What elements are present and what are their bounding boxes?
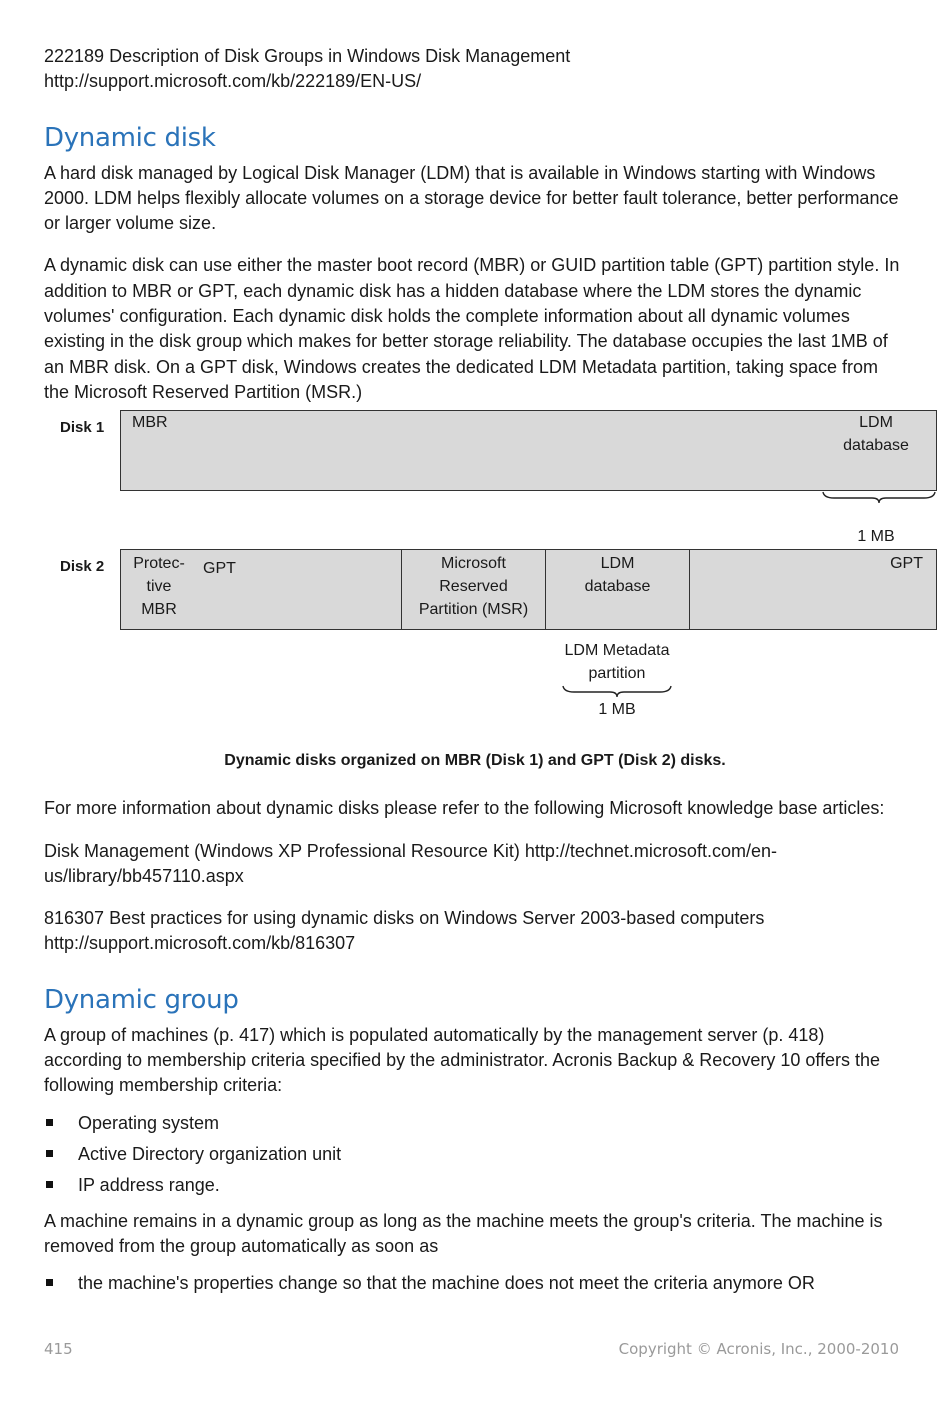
criteria-text: IP address range. [78, 1175, 220, 1196]
disk-2-size-label: 1 MB [598, 701, 636, 719]
more-info-intro: For more information about dynamic disks please refer to the following Microsoft knowledge base articles: [44, 798, 885, 819]
disk-1-mbr-label: MBR [132, 414, 168, 432]
membership-criteria-list [44, 1111, 906, 1199]
metadata-line-2: partition [588, 665, 646, 683]
dynamic-group-paragraph-1: A group of machines (p. 417) which is populated automatically by the management server (p. 418) according to membership criteria specified by the administrator. Acronis Backup & Recovery 10 offers the following membership criteria: [44, 1024, 881, 1096]
disk-2-label: Disk 2 [60, 558, 105, 576]
disk-2-protective-mbr-label [121, 552, 197, 621]
ldm-metadata-partition-label [545, 639, 689, 685]
disk-2-bar [120, 549, 937, 630]
bullet-icon [46, 1119, 53, 1126]
disk-2-gpt-cell [690, 550, 936, 629]
removal-conditions-list [44, 1271, 906, 1296]
metadata-line-1: LDM Metadata [564, 642, 670, 660]
diagram-caption: Dynamic disks organized on MBR (Disk 1) and GPT (Disk 2) disks. [224, 752, 726, 770]
reference-kb-222189-url: http://support.microsoft.com/kb/222189/EN-US/ [44, 71, 422, 92]
protective-line-3: MBR [141, 601, 177, 619]
section-title-dynamic-disk: Dynamic disk [44, 122, 216, 153]
document-page [44, 44, 923, 1306]
disk-2-gpt-left-label: GPT [203, 560, 236, 578]
disk-1-ldm-database-label [831, 411, 921, 457]
disk-2-gpt-right-label: GPT [890, 555, 923, 573]
dynamic-disk-paragraph-2: A dynamic disk can use either the master boot record (MBR) or GUID partition table (GPT) partition style. In addition to MBR or GPT, each dynamic disk has a hidden database where the LDM stores the dynamic volumes' configuration. Each dynamic disk holds the complete information about all dynamic volumes existing in the disk group which makes for better storage reliability. The database occupies the last 1MB of an MBR disk. On a GPT disk, Windows creates the dedicated LDM Metadata partition, taking space from the Microsoft Reserved Partition (MSR.) [44, 255, 900, 402]
protective-line-1: Protec- [133, 555, 185, 573]
copyright-notice: Copyright © Acronis, Inc., 2000-2010 [618, 1340, 899, 1358]
more-info-reference-2-title: 816307 Best practices for using dynamic disks on Windows Server 2003-based computers [44, 908, 765, 929]
list-item [44, 1271, 906, 1296]
bullet-icon [46, 1181, 53, 1188]
disk-2-protective-mbr-gpt-cell [121, 550, 402, 629]
criteria-text: Active Directory organization unit [78, 1143, 342, 1164]
msr-line-3: Partition (MSR) [418, 601, 529, 619]
list-item [44, 1142, 906, 1167]
dynamic-disk-paragraph-1: A hard disk managed by Logical Disk Manager (LDM) that is available in Windows starting with Windows 2000. LDM helps flexibly allocate volumes on a storage device for better fault tolerance, better performance or larger volume size. [44, 162, 899, 234]
disk-1-ldm-line-1: LDM [859, 414, 893, 432]
list-item [44, 1173, 906, 1198]
more-info-reference-2-url: http://support.microsoft.com/kb/816307 [44, 933, 356, 954]
more-info-reference-1: Disk Management (Windows XP Professional Resource Kit) http://technet.microsoft.com/en-us/library/bb457110.aspx [44, 840, 777, 886]
protective-line-2: tive [146, 578, 172, 596]
list-item [44, 1111, 906, 1136]
disk-2-msr-cell [402, 550, 546, 629]
msr-line-1: Microsoft [441, 555, 506, 573]
section-title-dynamic-group: Dynamic group [44, 984, 239, 1015]
dynamic-group-paragraph-2: A machine remains in a dynamic group as long as the machine meets the group's criteria. The machine is removed from the group automatically as soon as [44, 1210, 883, 1256]
disk-1-size-label: 1 MB [857, 528, 895, 546]
disk-2-metadata-brace [562, 685, 672, 699]
reference-kb-222189-title: 222189 Description of Disk Groups in Windows Disk Management [44, 46, 571, 66]
page-number: 415 [44, 1340, 73, 1358]
disk-1-ldm-brace [822, 491, 936, 505]
bullet-icon [46, 1279, 53, 1286]
disk-1-ldm-line-2: database [843, 437, 909, 455]
disk-1-bar [120, 410, 937, 491]
disk-2-ldm-database-cell [546, 550, 690, 629]
removal-text: the machine's properties change so that the machine does not meet the criteria anymore OR [78, 1273, 815, 1294]
disk-2-ldm-line-1: LDM [600, 555, 635, 573]
criteria-text: Operating system [78, 1112, 220, 1133]
disk-2-ldm-line-2: database [584, 578, 651, 596]
disk-layout-diagram [0, 405, 923, 750]
msr-line-2: Reserved [439, 578, 508, 596]
bullet-icon [46, 1150, 53, 1157]
disk-1-label: Disk 1 [60, 419, 105, 437]
